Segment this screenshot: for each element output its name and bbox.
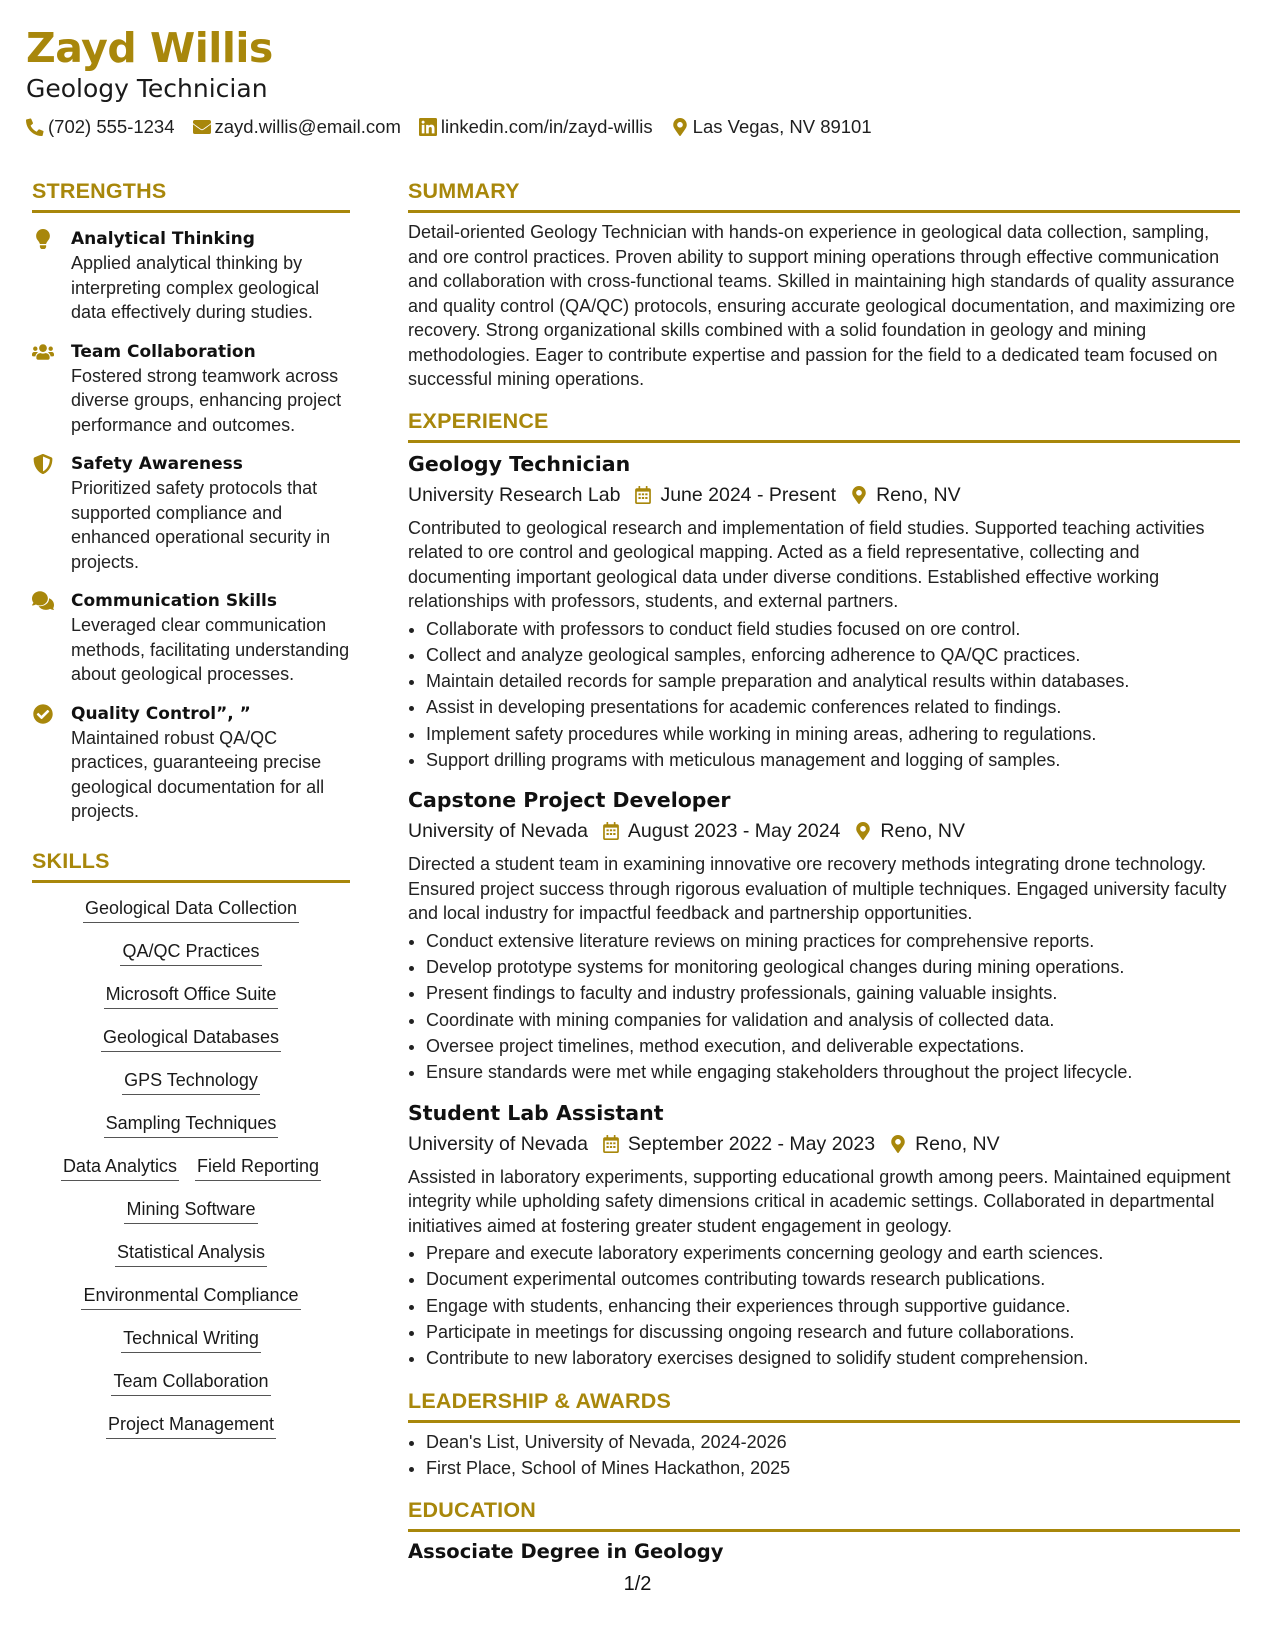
linkedin-icon	[419, 118, 437, 136]
skill-tag: Geological Data Collection	[83, 895, 299, 923]
strength-title: Analytical Thinking	[71, 229, 255, 249]
strength-icon-wrap	[32, 704, 54, 726]
job-description: Assisted in laboratory experiments, supporting educational growth among peers. Maintained equipment integrity while upholding safety dimensions critical in academic settings. Collaborated in departmental initiatives aimed at fostering greater student engagement in geology.	[408, 1166, 1231, 1236]
skill-row	[107, 1239, 275, 1267]
location-text: Las Vegas, NV 89101	[692, 116, 872, 137]
skill-tag: Technical Writing	[121, 1325, 261, 1353]
job-entry	[408, 786, 1240, 1085]
map-pin-icon	[671, 118, 689, 136]
job-org: University Research Lab	[408, 483, 621, 506]
skill-tag: Field Reporting	[195, 1153, 321, 1181]
strength-title: Safety Awareness	[71, 454, 243, 474]
skills-list	[32, 895, 350, 1454]
awards-heading: LEADERSHIP & AWARDS	[408, 1386, 1240, 1423]
job-description: Contributed to geological research and implementation of field studies. Supported teaching activities related to ore control and geological mapping. Acted as a field representative, collecting and documenting important geological data under diverse conditions. Established effective working relationships with professors, students, and external partners.	[408, 517, 1205, 611]
job-meta	[408, 816, 1240, 846]
strength-desc: Maintained robust QA/QC practices, guaranteeing precise geological documentation for all projects.	[71, 727, 325, 821]
skill-tag: QA/QC Practices	[120, 938, 261, 966]
awards-list	[408, 1429, 1240, 1482]
strength-icon-wrap	[32, 342, 54, 364]
job-bullet: • Participate in meetings for discussing ongoing research and future collaborations.	[426, 1319, 1240, 1345]
skill-tag: Statistical Analysis	[115, 1239, 267, 1267]
job-location: Reno, NV	[876, 483, 961, 506]
contact-location	[671, 115, 872, 139]
summary-heading: SUMMARY	[408, 176, 1240, 213]
job-bullets	[408, 1240, 1240, 1371]
skill-tag: Microsoft Office Suite	[104, 981, 279, 1009]
check-circle-icon	[32, 704, 54, 724]
lightbulb-icon	[32, 229, 54, 249]
skill-tag: Mining Software	[124, 1196, 257, 1224]
strength-item	[32, 227, 350, 325]
job-bullet: • Present findings to faculty and industry professionals, gaining valuable insights.	[426, 980, 1240, 1006]
strength-item	[32, 702, 350, 824]
job-dates: August 2023 - May 2024	[627, 820, 841, 843]
job-title: Geology Technician	[408, 451, 631, 476]
calendar-icon	[602, 822, 620, 840]
job-dates: September 2022 - May 2023	[627, 1132, 876, 1155]
users-icon	[32, 342, 54, 362]
right-column	[408, 176, 1240, 1566]
skill-row	[112, 938, 269, 966]
strength-icon-wrap	[32, 454, 54, 476]
job-bullet: • Collect and analyze geological samples, enforcing adherence to QA/QC practices.	[426, 642, 1240, 668]
job-bullet: • Engage with students, enhancing their experiences through supportive guidance.	[426, 1293, 1240, 1319]
job-bullet: • Conduct extensive literature reviews on mining practices for comprehensive reports.	[426, 928, 1240, 954]
strength-icon-wrap	[32, 591, 54, 613]
skill-row	[98, 1411, 284, 1439]
award-item: • First Place, School of Mines Hackathon, 2025	[426, 1455, 1240, 1481]
contact-linkedin[interactable]	[419, 115, 653, 139]
skill-row	[73, 1282, 308, 1310]
strength-title: Communication Skills	[71, 591, 277, 611]
map-pin-icon	[850, 486, 868, 504]
job-entry	[408, 1099, 1240, 1372]
phone-text: (702) 555-1234	[48, 116, 175, 137]
skill-tag: Sampling Techniques	[104, 1110, 279, 1138]
email-text[interactable]: zayd.willis@email.com	[214, 116, 401, 137]
job-bullet: • Document experimental outcomes contributing towards research publications.	[426, 1266, 1240, 1292]
comments-icon	[32, 591, 54, 611]
strengths-list	[32, 227, 350, 824]
job-bullet: • Ensure standards were met while engaging stakeholders throughout the project lifecycle.	[426, 1059, 1240, 1085]
job-title: Student Lab Assistant	[408, 1100, 664, 1125]
award-item: • Dean's List, University of Nevada, 2024-2026	[426, 1429, 1240, 1455]
job-bullets	[408, 928, 1240, 1086]
contact-bar	[26, 115, 1246, 139]
job-bullet: • Oversee project timelines, method execution, and deliverable expectations.	[426, 1033, 1240, 1059]
strength-item	[32, 452, 350, 574]
strength-title: Team Collaboration	[71, 341, 256, 362]
job-org: University of Nevada	[408, 1132, 588, 1155]
job-meta	[408, 1129, 1240, 1159]
job-location: Reno, NV	[880, 820, 965, 843]
strengths-heading: STRENGTHS	[32, 176, 350, 213]
skill-row	[96, 1110, 287, 1138]
job-location: Reno, NV	[915, 1132, 1000, 1155]
job-meta	[408, 480, 1240, 510]
skill-tag: Team Collaboration	[111, 1368, 270, 1396]
skill-row	[96, 981, 287, 1009]
skill-row	[116, 1196, 265, 1224]
contact-email[interactable]	[193, 115, 401, 139]
resume-header	[26, 22, 1246, 139]
job-bullet: • Implement safety procedures while working in mining areas, adhering to regulations.	[426, 721, 1240, 747]
strength-title: Quality Control”, ”	[71, 703, 251, 724]
phone-icon	[26, 118, 44, 136]
skill-tag: Geological Databases	[101, 1024, 281, 1052]
job-bullet: • Collaborate with professors to conduct field studies focused on ore control.	[426, 616, 1240, 642]
skill-row	[114, 1067, 268, 1095]
envelope-icon	[193, 118, 211, 136]
skill-row	[93, 1024, 289, 1052]
skill-row	[75, 895, 307, 923]
summary-text: Detail-oriented Geology Technician with hands-on experience in geological data collection, sampling, and ore control practices. Proven ability to support mining operations through effective communication and collaboration with cross-functional teams. Skilled in maintaining high standards of quality assurance and quality control (QA/QC) protocols, ensuring accurate geological documentation, and maximizing ore recovery. Strong organizational skills combined with a solid foundation in geology and mining methodologies. Eager to contribute expertise and passion for the field to a dedicated team focused on successful mining operations.	[408, 222, 1236, 389]
skill-tag: Environmental Compliance	[81, 1282, 300, 1310]
calendar-icon	[602, 1135, 620, 1153]
education-heading: EDUCATION	[408, 1495, 1240, 1532]
skill-row	[113, 1325, 269, 1353]
job-bullet: • Develop prototype systems for monitoring geological changes during mining operations.	[426, 954, 1240, 980]
strength-icon-wrap	[32, 229, 54, 251]
map-pin-icon	[854, 822, 872, 840]
strength-desc: Applied analytical thinking by interpreting complex geological data effectively during studies.	[71, 253, 320, 322]
job-bullet: • Contribute to new laboratory exercises designed to solidify student comprehension.	[426, 1345, 1240, 1371]
job-bullet: • Coordinate with mining companies for validation and analysis of collected data.	[426, 1007, 1240, 1033]
skill-row	[103, 1368, 278, 1396]
strength-desc: Prioritized safety protocols that supported compliance and enhanced operational security in projects.	[71, 478, 331, 572]
skill-tag: GPS Technology	[122, 1067, 260, 1095]
skill-row	[53, 1153, 329, 1181]
job-dates: June 2024 - Present	[660, 483, 837, 506]
skill-tag: Data Analytics	[61, 1153, 179, 1181]
shield-icon	[32, 454, 54, 474]
skill-tag: Project Management	[106, 1411, 276, 1439]
candidate-name: Zayd Willis	[26, 24, 273, 72]
calendar-icon	[634, 486, 652, 504]
strength-item	[32, 340, 350, 438]
page-number: 1/2	[623, 1573, 652, 1595]
strength-item	[32, 589, 350, 687]
experience-list	[408, 450, 1240, 1372]
skills-heading: SKILLS	[32, 846, 350, 883]
job-title: Capstone Project Developer	[408, 788, 731, 813]
job-entry	[408, 450, 1240, 774]
education-degree: Associate Degree in Geology	[408, 1540, 724, 1564]
strength-desc: Fostered strong teamwork across diverse groups, enhancing project performance and outcomes.	[71, 365, 342, 435]
job-org: University of Nevada	[408, 820, 588, 843]
map-pin-icon	[889, 1135, 907, 1153]
job-bullets	[408, 616, 1240, 774]
job-bullet: • Support drilling programs with meticulous management and logging of samples.	[426, 747, 1240, 773]
linkedin-text[interactable]: linkedin.com/in/zayd-willis	[440, 116, 653, 137]
left-column	[32, 176, 350, 1454]
strength-desc: Leveraged clear communication methods, facilitating understanding about geological processes.	[71, 615, 350, 684]
job-bullet: • Maintain detailed records for sample preparation and analytical results within databases.	[426, 668, 1240, 694]
job-bullet: • Prepare and execute laboratory experiments concerning geology and earth sciences.	[426, 1240, 1240, 1266]
candidate-title: Geology Technician	[26, 74, 268, 103]
job-description: Directed a student team in examining innovative ore recovery methods integrating drone technology. Ensured project success through rigorous evaluation of multiple techniques. Engaged university faculty and local industry for impactful feedback and partnership opportunities.	[408, 854, 1227, 924]
experience-heading: EXPERIENCE	[408, 406, 1240, 443]
contact-phone	[26, 115, 175, 139]
job-bullet: • Assist in developing presentations for academic conferences related to findings.	[426, 694, 1240, 720]
